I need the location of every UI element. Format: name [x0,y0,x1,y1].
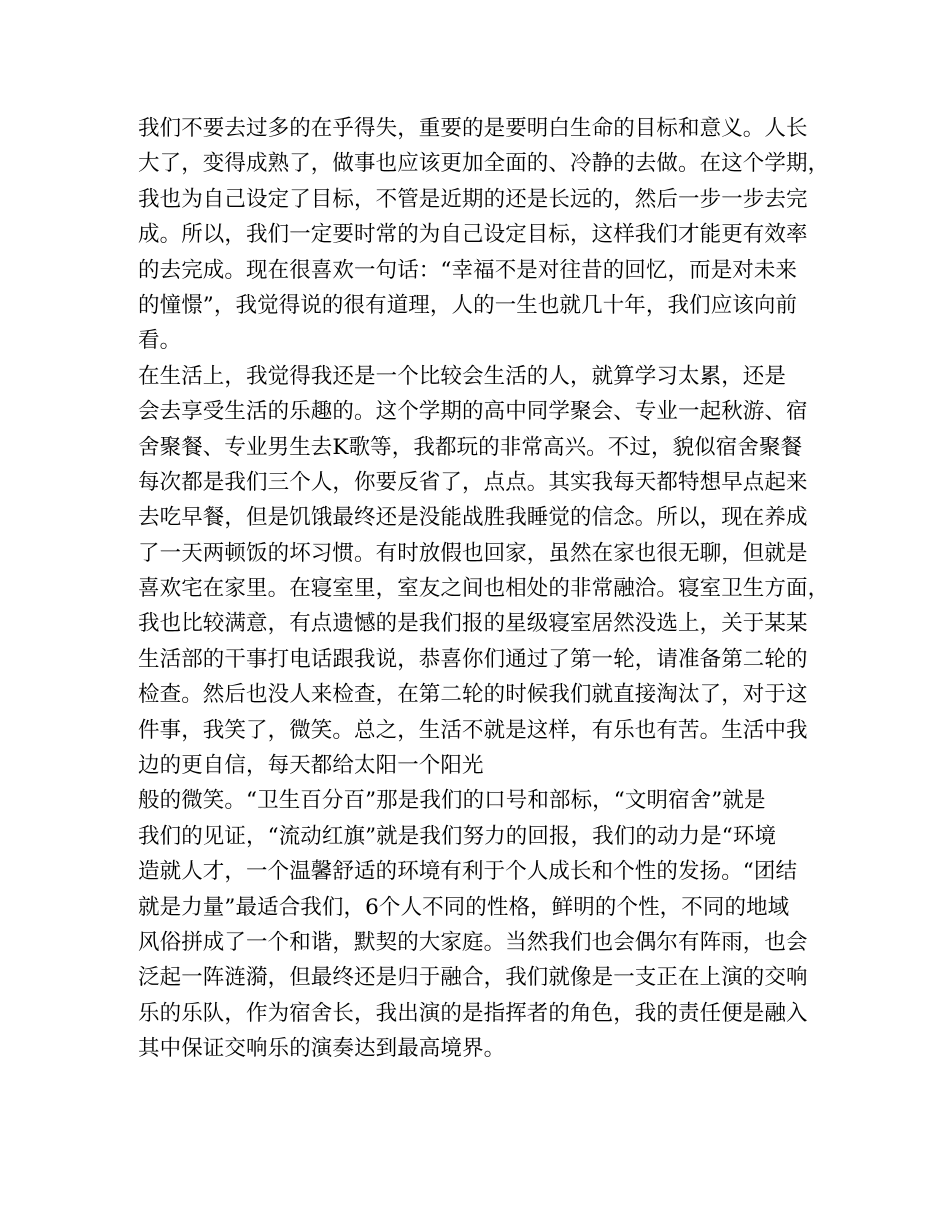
document-body-text [138,111,838,1067]
text-line: 风俗拼成了一个和谐，默契的大家庭。当然我们也会偶尔有阵雨，也会 [138,929,808,955]
text-line: 就是力量”最适合我们，6个人不同的性格，鲜明的个性，不同的地域 [138,894,790,920]
text-line: 泛起一阵涟漪，但最终还是归于融合，我们就像是一支正在上演的交响 [138,965,808,991]
text-line: 去吃早餐，但是饥饿最终还是没能战胜我睡觉的信念。所以，现在养成 [138,505,808,531]
text-line: 在生活上，我觉得我还是一个比较会生活的人，就算学习太累，还是 [138,363,787,389]
text-line: 看。 [138,328,182,354]
text-line: 了一天两顿饭的坏习惯。有时放假也回家，虽然在家也很无聊，但就是 [138,540,808,566]
text-line: 大了，变得成熟了，做事也应该更加全面的、冷静的去做。在这个学期， [138,151,830,177]
text-line: 般的微笑。“卫生百分百”那是我们的口号和部标，“文明宿舍”就是 [138,788,766,814]
text-line: 我也比较满意，有点遗憾的是我们报的星级寝室居然没选上，关于某某 [138,611,808,637]
text-line: 会去享受生活的乐趣的。这个学期的高中同学聚会、专业一起秋游、宿 [138,399,808,425]
text-line: 每次都是我们三个人，你要反省了，点点。其实我每天都特想早点起来 [138,469,808,495]
text-line: 的去完成。现在很喜欢一句话：“幸福不是对往昔的回忆，而是对未来 [138,257,798,283]
text-line: 生活部的干事打电话跟我说，恭喜你们通过了第一轮，请准备第二轮的 [138,646,808,672]
text-line: 其中保证交响乐的演奏达到最高境界。 [138,1036,506,1062]
text-line: 我也为自己设定了目标，不管是近期的还是长远的，然后一步一步去完 [138,186,808,212]
text-line: 乐的乐队，作为宿舍长，我出演的是指挥者的角色，我的责任便是融入 [138,1000,808,1026]
text-line: 检查。然后也没人来检查，在第二轮的时候我们就直接淘汰了，对于这 [138,682,808,708]
text-line: 喜欢宅在家里。在寝室里，室友之间也相处的非常融洽。寝室卫生方面， [138,576,830,602]
text-line: 造就人才，一个温馨舒适的环境有利于个人成长和个性的发扬。“团结 [138,859,798,885]
text-line: 舍聚餐、专业男生去K歌等，我都玩的非常高兴。不过，貌似宿舍聚餐 [138,434,803,460]
text-line: 我们不要去过多的在乎得失，重要的是要明白生命的目标和意义。人长 [138,116,808,141]
text-line: 件事，我笑了，微笑。总之，生活不就是这样，有乐也有苦。生活中我 [138,717,808,743]
text-line: 成。所以，我们一定要时常的为自己设定目标，这样我们才能更有效率 [138,222,808,248]
text-line: 的憧憬”，我觉得说的很有道理，人的一生也就几十年，我们应该向前 [138,292,798,318]
text-line: 边的更自信，每天都给太阳一个阳光 [138,753,484,779]
text-line: 我们的见证，“流动红旗”就是我们努力的回报，我们的动力是“环境 [138,823,777,849]
